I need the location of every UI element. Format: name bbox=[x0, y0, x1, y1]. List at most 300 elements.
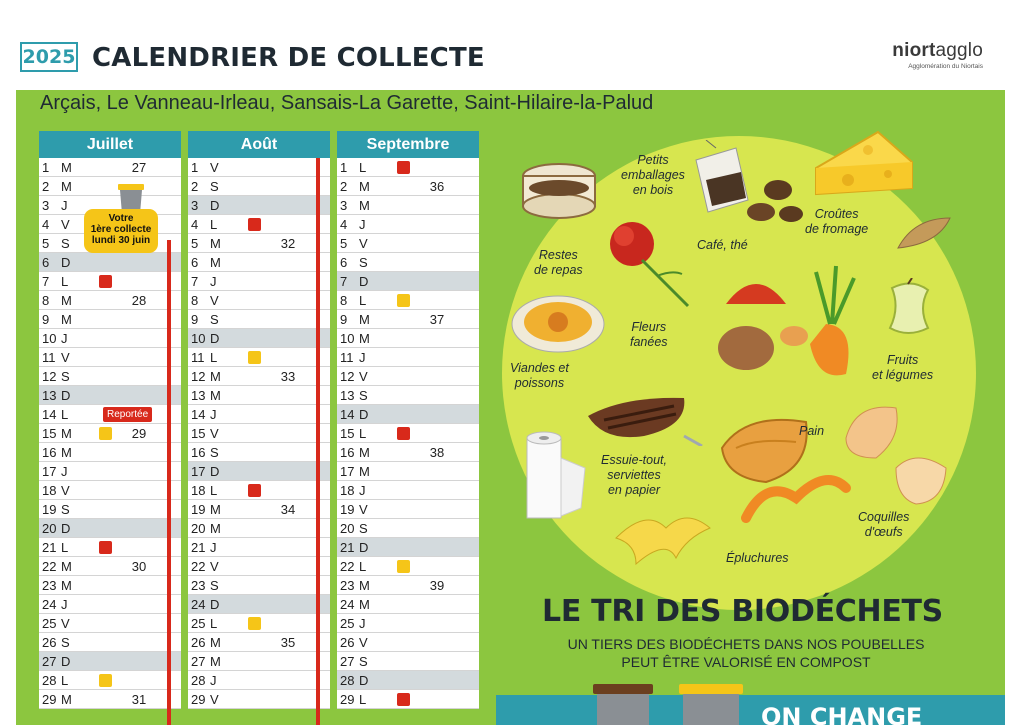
day-number: 24 bbox=[191, 597, 206, 612]
month-column-aout bbox=[188, 131, 330, 709]
day-number: 21 bbox=[340, 540, 355, 555]
label-text: Fleurs fanées bbox=[630, 320, 668, 349]
day-letter: V bbox=[210, 160, 219, 175]
calendar-sheet bbox=[16, 28, 1005, 725]
week-number: 31 bbox=[131, 692, 147, 707]
day-letter: M bbox=[359, 464, 370, 479]
day-letter: V bbox=[359, 236, 368, 251]
week-number: 35 bbox=[280, 635, 296, 650]
label-text: Petits emballages en bois bbox=[621, 153, 685, 197]
day-letter: S bbox=[61, 236, 70, 251]
label-text: Coquilles d'œufs bbox=[858, 510, 910, 539]
day-number: 3 bbox=[340, 198, 348, 213]
day-row bbox=[39, 690, 181, 709]
day-number: 19 bbox=[42, 502, 57, 517]
label-pain bbox=[799, 424, 824, 439]
band-text: ON CHANGE bbox=[761, 703, 923, 725]
day-letter: J bbox=[359, 217, 366, 232]
bubble-line2: 1ère collecte bbox=[90, 224, 152, 235]
day-row bbox=[337, 196, 479, 215]
day-row bbox=[188, 177, 330, 196]
day-letter: V bbox=[61, 616, 70, 631]
logo-brand-a: niort bbox=[892, 40, 936, 61]
day-letter: L bbox=[359, 426, 367, 441]
apple-core-icon bbox=[872, 278, 942, 338]
year-badge: 2025 bbox=[20, 42, 78, 72]
day-letter: M bbox=[61, 293, 72, 308]
day-row bbox=[39, 253, 181, 272]
day-number: 16 bbox=[191, 445, 206, 460]
day-row bbox=[188, 291, 330, 310]
day-number: 18 bbox=[191, 483, 206, 498]
day-number: 4 bbox=[340, 217, 348, 232]
day-row bbox=[337, 310, 479, 329]
yellow-collection-marker bbox=[99, 674, 112, 687]
day-letter: D bbox=[210, 198, 220, 213]
label-text: Café, thé bbox=[697, 238, 748, 252]
day-letter: M bbox=[61, 445, 72, 460]
day-row bbox=[39, 519, 181, 538]
day-number: 5 bbox=[191, 236, 199, 251]
day-letter: M bbox=[359, 198, 370, 213]
label-text: Pain bbox=[799, 424, 825, 438]
day-row bbox=[337, 424, 479, 443]
day-row bbox=[39, 272, 181, 291]
day-letter: M bbox=[359, 578, 370, 593]
label-petits-emballages bbox=[621, 153, 685, 198]
communes-subtitle: Arçais, Le Vanneau-Irleau, Sansais-La Garette, Saint-Hilaire-la-Palud bbox=[40, 92, 654, 114]
day-number: 21 bbox=[191, 540, 206, 555]
month-header: Juillet bbox=[39, 131, 181, 158]
day-row bbox=[188, 367, 330, 386]
cheese-icon bbox=[808, 128, 918, 198]
day-letter: D bbox=[61, 654, 71, 669]
day-letter: D bbox=[359, 540, 369, 555]
day-letter: V bbox=[359, 502, 368, 517]
month-column-septembre bbox=[337, 131, 479, 709]
day-number: 22 bbox=[42, 559, 57, 574]
day-letter: M bbox=[61, 426, 72, 441]
day-row bbox=[188, 481, 330, 500]
day-row bbox=[188, 614, 330, 633]
period-line-aout bbox=[316, 158, 320, 725]
day-number: 16 bbox=[42, 445, 57, 460]
day-number: 4 bbox=[42, 217, 50, 232]
day-row bbox=[337, 690, 479, 709]
day-number: 23 bbox=[340, 578, 355, 593]
day-row bbox=[188, 690, 330, 709]
label-text: Essuie-tout, serviettes en papier bbox=[601, 453, 668, 497]
logo-subtitle: Agglomération du Niortais bbox=[908, 63, 983, 70]
day-row bbox=[188, 595, 330, 614]
label-fruits bbox=[872, 353, 933, 383]
day-row bbox=[337, 177, 479, 196]
tea-coffee-icon bbox=[686, 140, 816, 230]
day-number: 17 bbox=[191, 464, 206, 479]
label-epluchures bbox=[726, 551, 789, 566]
day-number: 2 bbox=[191, 179, 199, 194]
label-croutes bbox=[805, 207, 868, 237]
red-collection-marker bbox=[99, 541, 112, 554]
day-letter: S bbox=[359, 654, 368, 669]
day-row bbox=[39, 348, 181, 367]
day-row bbox=[188, 234, 330, 253]
brown-bin-icon bbox=[583, 680, 663, 725]
day-number: 12 bbox=[42, 369, 57, 384]
day-letter: M bbox=[359, 597, 370, 612]
day-row bbox=[39, 443, 181, 462]
day-number: 11 bbox=[340, 350, 354, 365]
day-letter: S bbox=[61, 635, 70, 650]
day-row bbox=[188, 519, 330, 538]
week-number: 34 bbox=[280, 502, 296, 517]
postponed-tag: Reportée bbox=[103, 407, 152, 422]
day-number: 13 bbox=[191, 388, 206, 403]
day-row bbox=[39, 405, 181, 424]
day-letter: J bbox=[61, 331, 68, 346]
week-number: 28 bbox=[131, 293, 147, 308]
day-letter: M bbox=[61, 692, 72, 707]
day-row bbox=[188, 215, 330, 234]
carrot-icon bbox=[796, 264, 866, 384]
day-row bbox=[337, 348, 479, 367]
day-number: 19 bbox=[340, 502, 355, 517]
first-collection-bubble bbox=[84, 209, 158, 253]
day-number: 28 bbox=[191, 673, 206, 688]
day-number: 2 bbox=[42, 179, 50, 194]
day-row bbox=[39, 500, 181, 519]
day-letter: S bbox=[210, 578, 219, 593]
week-number: 38 bbox=[429, 445, 445, 460]
label-essuie-tout bbox=[601, 453, 667, 498]
day-row bbox=[188, 652, 330, 671]
month-rows bbox=[188, 158, 330, 709]
day-row bbox=[337, 215, 479, 234]
day-number: 10 bbox=[42, 331, 57, 346]
day-letter: J bbox=[61, 464, 68, 479]
day-row bbox=[188, 633, 330, 652]
day-letter: M bbox=[210, 369, 221, 384]
week-number: 29 bbox=[131, 426, 147, 441]
week-number: 37 bbox=[429, 312, 445, 327]
day-number: 22 bbox=[340, 559, 355, 574]
day-letter: L bbox=[61, 673, 69, 688]
day-number: 9 bbox=[191, 312, 199, 327]
wooden-box-icon bbox=[519, 158, 599, 228]
day-row bbox=[337, 595, 479, 614]
day-letter: S bbox=[359, 521, 368, 536]
day-row bbox=[337, 557, 479, 576]
day-row bbox=[337, 500, 479, 519]
yellow-collection-marker bbox=[99, 427, 112, 440]
day-letter: J bbox=[61, 198, 68, 213]
day-letter: J bbox=[359, 483, 366, 498]
day-number: 6 bbox=[340, 255, 348, 270]
day-number: 16 bbox=[340, 445, 355, 460]
day-row bbox=[188, 462, 330, 481]
niortagglo-logo bbox=[892, 40, 983, 70]
meat-fish-icon bbox=[584, 376, 704, 446]
pasta-plate-icon bbox=[510, 286, 610, 356]
label-text: Fruits et légumes bbox=[872, 353, 934, 382]
day-letter: D bbox=[61, 521, 71, 536]
day-number: 6 bbox=[42, 255, 50, 270]
week-number: 32 bbox=[280, 236, 296, 251]
day-number: 10 bbox=[191, 331, 206, 346]
day-letter: V bbox=[61, 217, 70, 232]
day-number: 19 bbox=[191, 502, 206, 517]
day-letter: S bbox=[210, 445, 219, 460]
bubble-line1: Votre bbox=[108, 213, 134, 224]
label-text: Croûtes de fromage bbox=[805, 207, 869, 236]
day-row bbox=[39, 367, 181, 386]
day-number: 28 bbox=[42, 673, 57, 688]
day-number: 5 bbox=[340, 236, 348, 251]
day-number: 27 bbox=[191, 654, 206, 669]
day-row bbox=[188, 424, 330, 443]
day-letter: V bbox=[210, 692, 219, 707]
day-number: 15 bbox=[340, 426, 355, 441]
day-letter: M bbox=[210, 388, 221, 403]
day-number: 24 bbox=[340, 597, 355, 612]
leaf-icon bbox=[894, 214, 954, 254]
day-number: 6 bbox=[191, 255, 199, 270]
day-number: 24 bbox=[42, 597, 57, 612]
day-row bbox=[39, 424, 181, 443]
day-row bbox=[188, 500, 330, 519]
day-number: 9 bbox=[42, 312, 50, 327]
label-cafe-the bbox=[697, 238, 748, 253]
period-line-juillet bbox=[167, 240, 171, 725]
day-letter: V bbox=[210, 293, 219, 308]
day-number: 1 bbox=[340, 160, 348, 175]
day-letter: D bbox=[359, 274, 369, 289]
day-letter: J bbox=[210, 407, 217, 422]
day-number: 17 bbox=[42, 464, 57, 479]
day-row bbox=[337, 614, 479, 633]
day-letter: D bbox=[61, 388, 71, 403]
day-letter: D bbox=[210, 331, 220, 346]
day-row bbox=[337, 538, 479, 557]
day-row bbox=[337, 253, 479, 272]
day-row bbox=[39, 462, 181, 481]
day-row bbox=[337, 671, 479, 690]
day-letter: M bbox=[359, 312, 370, 327]
day-number: 13 bbox=[340, 388, 355, 403]
day-row bbox=[188, 272, 330, 291]
day-row bbox=[39, 310, 181, 329]
day-row bbox=[39, 177, 181, 196]
day-row bbox=[337, 272, 479, 291]
day-letter: L bbox=[61, 407, 69, 422]
day-number: 28 bbox=[340, 673, 355, 688]
day-number: 12 bbox=[191, 369, 206, 384]
day-number: 20 bbox=[340, 521, 355, 536]
day-letter: M bbox=[61, 179, 72, 194]
logo-brand-b: agglo bbox=[935, 40, 983, 61]
day-row bbox=[337, 576, 479, 595]
day-letter: L bbox=[210, 483, 218, 498]
day-letter: M bbox=[359, 445, 370, 460]
label-viandes bbox=[510, 361, 569, 391]
day-row bbox=[188, 253, 330, 272]
day-letter: V bbox=[61, 350, 70, 365]
day-letter: V bbox=[210, 559, 219, 574]
day-row bbox=[188, 557, 330, 576]
day-letter: M bbox=[210, 635, 221, 650]
day-row bbox=[188, 196, 330, 215]
day-number: 11 bbox=[42, 350, 56, 365]
day-letter: V bbox=[359, 635, 368, 650]
day-number: 14 bbox=[191, 407, 206, 422]
week-number: 39 bbox=[429, 578, 445, 593]
day-row bbox=[39, 576, 181, 595]
carnation-icon bbox=[602, 210, 692, 310]
label-fleurs bbox=[630, 320, 668, 350]
day-row bbox=[188, 329, 330, 348]
day-letter: J bbox=[210, 673, 217, 688]
day-number: 27 bbox=[42, 654, 57, 669]
day-number: 26 bbox=[191, 635, 206, 650]
day-number: 25 bbox=[340, 616, 355, 631]
day-letter: L bbox=[61, 540, 69, 555]
day-row bbox=[337, 386, 479, 405]
bubble-line3: lundi 30 juin bbox=[91, 235, 151, 246]
week-number: 36 bbox=[429, 179, 445, 194]
day-number: 15 bbox=[42, 426, 57, 441]
day-number: 12 bbox=[340, 369, 355, 384]
day-row bbox=[39, 538, 181, 557]
day-number: 8 bbox=[42, 293, 50, 308]
day-row bbox=[39, 291, 181, 310]
day-letter: D bbox=[359, 407, 369, 422]
day-number: 25 bbox=[42, 616, 57, 631]
day-number: 29 bbox=[42, 692, 57, 707]
day-number: 20 bbox=[42, 521, 57, 536]
day-number: 8 bbox=[191, 293, 199, 308]
label-text: Restes de repas bbox=[534, 248, 583, 277]
day-letter: L bbox=[210, 217, 218, 232]
day-number: 14 bbox=[42, 407, 57, 422]
day-row bbox=[39, 614, 181, 633]
day-letter: J bbox=[210, 274, 217, 289]
day-row bbox=[337, 462, 479, 481]
label-coquilles bbox=[858, 510, 909, 540]
week-number: 27 bbox=[131, 160, 147, 175]
day-number: 22 bbox=[191, 559, 206, 574]
day-row bbox=[39, 158, 181, 177]
day-letter: M bbox=[210, 521, 221, 536]
day-number: 11 bbox=[191, 350, 205, 365]
day-row bbox=[39, 481, 181, 500]
yellow-collection-marker bbox=[397, 560, 410, 573]
day-row bbox=[39, 652, 181, 671]
day-letter: J bbox=[359, 616, 366, 631]
day-row bbox=[337, 443, 479, 462]
yellow-collection-marker bbox=[397, 294, 410, 307]
day-number: 26 bbox=[42, 635, 57, 650]
day-letter: D bbox=[210, 464, 220, 479]
day-letter: L bbox=[210, 350, 218, 365]
day-number: 10 bbox=[340, 331, 355, 346]
red-collection-marker bbox=[99, 275, 112, 288]
day-row bbox=[337, 234, 479, 253]
day-number: 17 bbox=[340, 464, 355, 479]
day-number: 14 bbox=[340, 407, 355, 422]
day-row bbox=[39, 595, 181, 614]
day-number: 27 bbox=[340, 654, 355, 669]
day-letter: L bbox=[359, 160, 367, 175]
day-number: 9 bbox=[340, 312, 348, 327]
day-letter: M bbox=[359, 179, 370, 194]
label-restes bbox=[534, 248, 583, 278]
day-number: 4 bbox=[191, 217, 199, 232]
day-number: 7 bbox=[191, 274, 199, 289]
day-row bbox=[39, 633, 181, 652]
day-row bbox=[188, 405, 330, 424]
day-row bbox=[337, 367, 479, 386]
day-letter: L bbox=[359, 293, 367, 308]
header-band bbox=[16, 28, 1005, 90]
day-row bbox=[188, 443, 330, 462]
day-row bbox=[337, 633, 479, 652]
yellow-collection-marker bbox=[248, 351, 261, 364]
day-row bbox=[39, 329, 181, 348]
day-letter: M bbox=[210, 502, 221, 517]
day-letter: S bbox=[61, 369, 70, 384]
day-letter: S bbox=[359, 255, 368, 270]
day-number: 18 bbox=[340, 483, 355, 498]
day-row bbox=[337, 329, 479, 348]
day-letter: L bbox=[210, 616, 218, 631]
day-letter: M bbox=[210, 654, 221, 669]
day-number: 7 bbox=[42, 274, 50, 289]
day-row bbox=[39, 386, 181, 405]
day-letter: D bbox=[210, 597, 220, 612]
label-text: Épluchures bbox=[726, 551, 789, 565]
day-letter: J bbox=[359, 350, 366, 365]
yellow-collection-marker bbox=[248, 617, 261, 630]
day-number: 7 bbox=[340, 274, 348, 289]
day-letter: J bbox=[210, 540, 217, 555]
day-letter: S bbox=[210, 312, 219, 327]
day-letter: L bbox=[359, 559, 367, 574]
day-number: 3 bbox=[191, 198, 199, 213]
day-letter: S bbox=[61, 502, 70, 517]
day-letter: D bbox=[359, 673, 369, 688]
red-collection-marker bbox=[397, 427, 410, 440]
day-number: 26 bbox=[340, 635, 355, 650]
day-row bbox=[337, 519, 479, 538]
red-collection-marker bbox=[248, 218, 261, 231]
day-row bbox=[188, 538, 330, 557]
day-row bbox=[188, 348, 330, 367]
day-letter: M bbox=[61, 578, 72, 593]
page-title: CALENDRIER DE COLLECTE bbox=[92, 43, 485, 73]
day-row bbox=[337, 158, 479, 177]
red-collection-marker bbox=[248, 484, 261, 497]
day-row bbox=[337, 481, 479, 500]
day-row bbox=[188, 671, 330, 690]
day-letter: V bbox=[210, 426, 219, 441]
day-letter: M bbox=[210, 255, 221, 270]
paper-towel-icon bbox=[521, 428, 591, 524]
label-text: Viandes et poissons bbox=[510, 361, 569, 390]
biowaste-subtitle bbox=[546, 635, 946, 671]
day-row bbox=[337, 291, 479, 310]
day-number: 5 bbox=[42, 236, 50, 251]
day-number: 8 bbox=[340, 293, 348, 308]
